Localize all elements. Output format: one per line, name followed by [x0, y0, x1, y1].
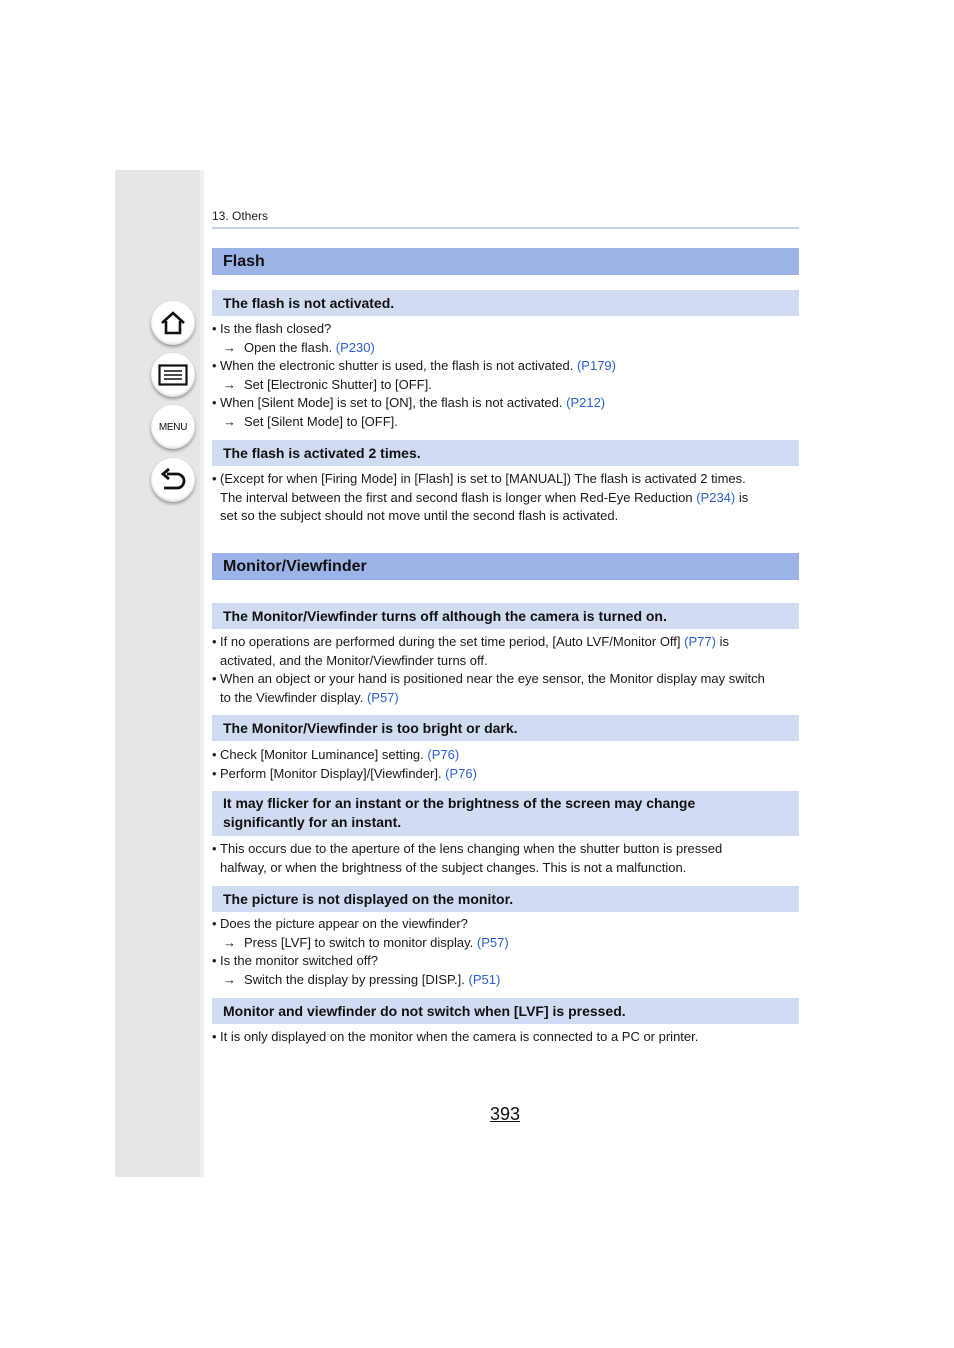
page-link[interactable]: (P179) — [576, 358, 616, 374]
monitor-bright-dark-body — [212, 746, 799, 783]
monitor-no-switch-body — [212, 1028, 799, 1047]
home-icon — [159, 309, 187, 337]
list-icon — [158, 364, 188, 386]
monitor-turns-off-body — [212, 633, 799, 707]
home-button[interactable] — [151, 301, 195, 345]
list-item: • It is only displayed on the monitor when the camera is connected to a PC or printer. — [212, 1028, 799, 1047]
subheading-monitor-no-switch: Monitor and viewfinder do not switch when [LVF] is pressed. — [212, 998, 799, 1024]
list-item: • When an object or your hand is positioned near the eye sensor, the Monitor display may switch — [212, 670, 799, 689]
list-item-cont: to the Viewfinder display. (P57) — [220, 689, 399, 705]
page-link[interactable]: (P51) — [468, 971, 501, 987]
subheading-line: significantly for an instant. — [223, 814, 402, 830]
list-item-cont: set so the subject should not move until the second flash is activated. — [220, 508, 619, 524]
list-item: • When [Silent Mode] is set to [ON], the flash is not activated. (P212) — [212, 394, 799, 413]
list-item-action: → Switch the display by pressing [DISP.]. (P51) — [223, 971, 501, 987]
list-item: • If no operations are performed during the set time period, [Auto LVF/Monitor Off] (P77) is — [212, 633, 799, 652]
list-item-cont: activated, and the Monitor/Viewfinder turns off. — [220, 652, 488, 668]
breadcrumb-rule — [212, 227, 799, 229]
subheading-monitor-turns-off: The Monitor/Viewfinder turns off although the camera is turned on. — [212, 603, 799, 629]
section-title-monitor: Monitor/Viewfinder — [212, 553, 799, 580]
page-link[interactable]: (P76) — [427, 747, 460, 762]
list-item: • This occurs due to the aperture of the lens changing when the shutter button is pressed — [212, 840, 799, 859]
page-number: 393 — [490, 1104, 521, 1124]
list-item-cont: halfway, or when the brightness of the subject changes. This is not a malfunction. — [220, 859, 687, 875]
breadcrumb: 13. Others — [212, 209, 269, 223]
subheading-line: It may flicker for an instant or the brightness of the screen may change — [223, 795, 696, 811]
list-item-action: → Open the flash. (P230) — [223, 339, 375, 355]
return-arrow-icon — [158, 467, 188, 493]
subheading-flash-not-activated: The flash is not activated. — [212, 290, 799, 316]
list-item-action: → Set [Electronic Shutter] to [OFF]. — [223, 376, 432, 392]
subheading-flash-activated-twice: The flash is activated 2 times. — [212, 440, 799, 466]
menu-button[interactable] — [151, 405, 195, 449]
monitor-not-displayed-body — [212, 915, 799, 989]
subheading-monitor-not-displayed: The picture is not displayed on the monitor. — [212, 886, 799, 912]
list-item: • Check [Monitor Luminance] setting. (P76) — [212, 746, 799, 765]
flash-not-activated-body — [212, 320, 799, 432]
page-link[interactable]: (P77) — [684, 634, 716, 649]
page-link[interactable]: (P57) — [366, 689, 399, 705]
list-item: • Is the monitor switched off? — [212, 952, 799, 971]
monitor-flicker-body — [212, 840, 799, 877]
page-link[interactable]: (P76) — [445, 765, 477, 781]
list-item: • Is the flash closed? — [212, 320, 799, 339]
subheading-monitor-bright-dark: The Monitor/Viewfinder is too bright or dark. — [212, 715, 799, 741]
page-link[interactable]: (P57) — [476, 934, 509, 950]
list-item: • (Except for when [Firing Mode] in [Flash] is set to [MANUAL]) The flash is activated 2 times. — [212, 470, 799, 489]
subheading-monitor-flicker — [212, 791, 799, 836]
back-button[interactable] — [151, 458, 195, 502]
section-title-flash: Flash — [212, 248, 799, 275]
list-item: • Perform [Monitor Display]/[Viewfinder]. (P76) — [212, 765, 799, 784]
flash-activated-twice-body — [212, 470, 799, 526]
contents-button[interactable] — [151, 353, 195, 397]
page-link[interactable]: (P212) — [566, 395, 606, 411]
page-link[interactable]: (P230) — [335, 339, 375, 355]
list-item: • When the electronic shutter is used, the flash is not activated. (P179) — [212, 357, 799, 376]
list-item: • Does the picture appear on the viewfinder? — [212, 915, 799, 934]
list-item-action: → Set [Silent Mode] to [OFF]. — [223, 413, 398, 429]
page-link[interactable]: (P234) — [696, 489, 736, 505]
menu-label: MENU — [158, 421, 188, 433]
sidebar-edge — [200, 170, 204, 1177]
list-item-action: → Press [LVF] to switch to monitor display. (P57) — [223, 934, 509, 950]
list-item-cont: The interval between the first and second flash is longer when Red-Eye Reduction (P234) is — [220, 489, 749, 505]
